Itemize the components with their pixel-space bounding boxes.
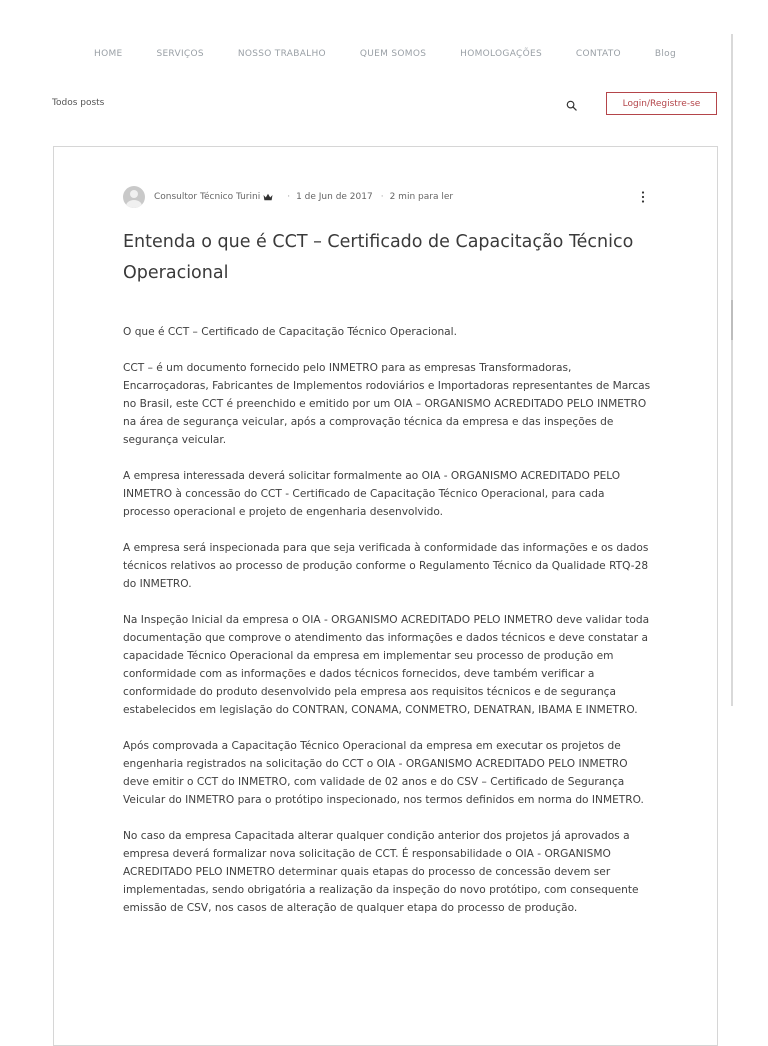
nav-item-nosso-trabalho[interactable]: NOSSO TRABALHO (237, 49, 326, 59)
separator-dot: · (380, 192, 384, 202)
nav-item-contato[interactable]: CONTATO (575, 49, 621, 59)
all-posts-link[interactable]: Todos posts (52, 98, 105, 108)
login-register-button[interactable]: Login/Registre-se (606, 92, 717, 115)
author-name[interactable]: Consultor Técnico Turini (154, 192, 261, 202)
separator-dot: · (287, 192, 291, 202)
post-title: Entenda o que é CCT – Certificado de Capacitação Técnico Operacional (123, 232, 634, 283)
scrollbar-thumb[interactable] (731, 300, 733, 340)
nav-item-home[interactable]: HOME (94, 49, 123, 59)
post-paragraph: No caso da empresa Capacitada alterar qualquer condição anterior dos projetos já aprovados a empresa deverá formalizar nova solicitação de CCT. É responsabilidade o OIA - ORGANISMO ACREDITADO PELO INMETRO determinar quais etapas do processo de concessão devem ser implementadas, sendo obrigatória a realização da inspeção do novo protótipo, com consequente emissão de CSV, nos casos de alteração de qualquer etapa do processo de produção. (123, 830, 639, 914)
scrollbar-track[interactable] (731, 34, 733, 706)
nav-item-quem-somos[interactable]: QUEM SOMOS (359, 49, 427, 59)
post-paragraph: CCT – é um documento fornecido pelo INMETRO para as empresas Transformadoras, Encarroçadoras, Fabricantes de Implementos rodoviários e Importadoras representantes de Marcas no Brasil, este CCT é preenchido e emitido por um OIA – ORGANISMO ACREDITADO PELO INMETRO na área de segurança veicular, após a comprovação técnica da empresa e das inspeções de segurança veicular. (123, 362, 651, 446)
post-body (123, 323, 653, 935)
post-paragraph: A empresa será inspecionada para que seja verificada à conformidade das informações e os dados técnicos relativos ao processo de produção conforme o Regulamento Técnico da Qualidade RTQ-28 do INMETRO. (123, 542, 649, 590)
post-meta (123, 185, 647, 209)
read-time: 2 min para ler (389, 192, 454, 202)
nav-item-blog[interactable]: Blog (654, 49, 676, 59)
post-date: 1 de Jun de 2017 (296, 192, 373, 202)
search-icon[interactable] (566, 100, 577, 111)
nav-item-servicos[interactable]: SERVIÇOS (156, 49, 204, 59)
nav-item-homologacoes[interactable]: HOMOLOGAÇÕES (460, 49, 542, 59)
top-navigation (92, 49, 678, 59)
post-paragraph: Após comprovada a Capacitação Técnico Operacional da empresa em executar os projetos de engenharia registrados na solicitação do CCT o OIA - ORGANISMO ACREDITADO PELO INMETRO deve emitir o CCT do INMETRO, com validade de 02 anos e do CSV – Certificado de Segurança Veicular do INMETRO para o protótipo inspecionado, nos termos definidos em norma do INMETRO. (123, 740, 644, 806)
post-paragraph: Na Inspeção Inicial da empresa o OIA - ORGANISMO ACREDITADO PELO INMETRO deve validar toda documentação que comprove o atendimento das informações e dados técnicos e deve constatar a capacidade Técnico Operacional da empresa em implementar seu processo de produção em conformidade com as informações e dados técnicos fornecidos, deve também verificar a conformidade do produto desenvolvido pela empresa aos requisitos técnicos e de segurança estabelecidos em legislação do CONTRAN, CONAMA, CONMETRO, DENATRAN, IBAMA E INMETRO. (123, 614, 650, 716)
post-paragraph: A empresa interessada deverá solicitar formalmente ao OIA - ORGANISMO ACREDITADO PELO INMETRO à concessão do CCT - Certificado de Capacitação Técnico Operacional, para cada processo operacional e projeto de engenharia desenvolvido. (123, 470, 621, 518)
avatar[interactable] (123, 186, 145, 208)
crown-icon (263, 193, 273, 201)
post-paragraph: O que é CCT – Certificado de Capacitação Técnico Operacional. (123, 326, 457, 338)
blog-post-card (53, 146, 718, 1046)
more-vertical-icon[interactable] (641, 191, 645, 203)
